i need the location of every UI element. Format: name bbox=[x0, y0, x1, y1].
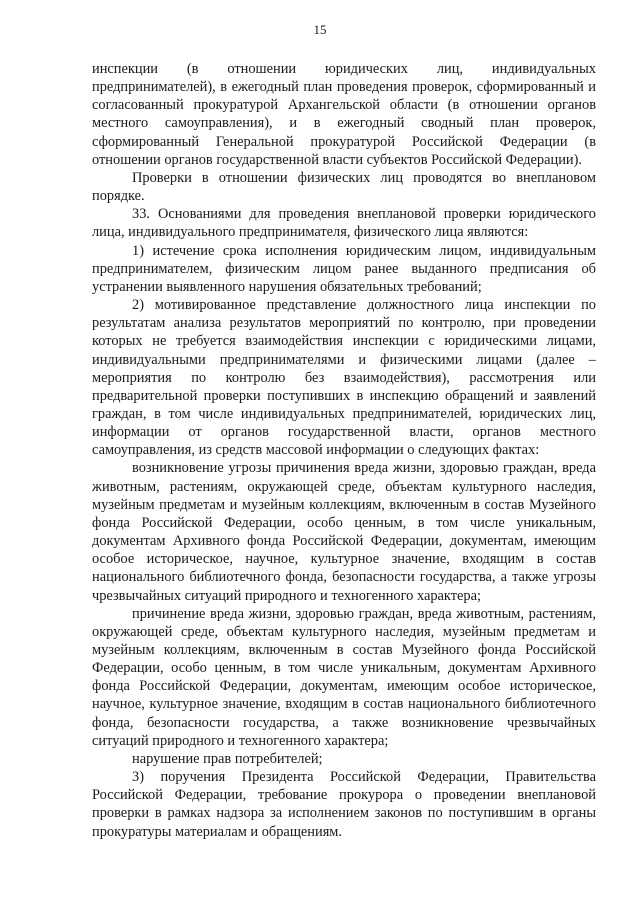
paragraph-item-2: 2) мотивированное представление должностного лица инспекции по результатам анализа результатов мероприятий по контролю, при проведении которых не требуется взаимодействия инспекции с юридическими лицами, индивидуальными предпринимателями и физическими лицами (далее – мероприятия по контролю без взаимодействия), рассмотрения или предварительной проверки поступивших в инспекцию обращений и заявлений граждан, в том числе индивидуальных предпринимателей, юридических лиц, информации от органов государственной власти, органов местного самоуправления, из средств массовой информации о следующих фактах: bbox=[92, 297, 596, 459]
paragraph-consumer-rights: нарушение прав потребителей; bbox=[132, 750, 323, 767]
document-body bbox=[92, 60, 596, 841]
paragraph-item-1: 1) истечение срока исполнения юридическим лицом, индивидуальным предпринимателем, физическим лицом ранее выданного предписания об устранении выявленного нарушения обязательных требований; bbox=[92, 242, 596, 295]
paragraph-harm-caused: причинение вреда жизни, здоровью граждан, вреда животным, растениям, окружающей среде, объектам культурного наследия, музейным предметам и музейным коллекциям, включенным в состав Музейного фонда Российской Федерации, особо ценным, в том числе уникальным, документам Архивного фонда Российской Федерации, документам, имеющим особое историческое, научное, культурное значение, входящим в состав национального библиотечного фонда, безопасности государства, а также возникновение чрезвычайных ситуаций природного и техногенного характера; bbox=[92, 605, 596, 749]
paragraph-item-3: 3) поручения Президента Российской Федерации, Правительства Российской Федерации, требование прокурора о проведении внеплановой проверки в рамках надзора за исполнением законов по поступившим в органы прокуратуры материалам и обращениям. bbox=[92, 769, 596, 840]
paragraph-threat-of-harm: возникновение угрозы причинения вреда жизни, здоровью граждан, вреда животным, растениям, окружающей среде, объектам культурного наследия, музейным предметам и музейным коллекциям, включенным в состав Музейного фонда Российской Федерации, особо ценным, в том числе уникальным, документам Архивного фонда Российской Федерации, документам, имеющим особое историческое, научное, культурное значение, входящим в состав национального библиотечного фонда, безопасности государства, а также угрозы чрезвычайных ситуаций природного и техногенного характера; bbox=[92, 460, 596, 604]
page-number: 15 bbox=[313, 22, 327, 37]
paragraph-clause-33: 33. Основаниями для проведения внеплановой проверки юридического лица, индивидуального предпринимателя, физического лица являются: bbox=[92, 206, 596, 241]
paragraph-inspection-plans: инспекции (в отношении юридических лиц, индивидуальных предпринимателей), в ежегодный план проведения проверок, сформированный и согласованный прокуратурой Архангельской области (в отношении органов местного самоуправления), и в ежегодный сводный план проверок, сформированный Генеральной прокуратурой Российской Федерации (в отношении органов государственной власти субъектов Российской Федерации). bbox=[92, 61, 596, 168]
paragraph-individuals-unscheduled: Проверки в отношении физических лиц проводятся во внеплановом порядке. bbox=[92, 169, 596, 205]
